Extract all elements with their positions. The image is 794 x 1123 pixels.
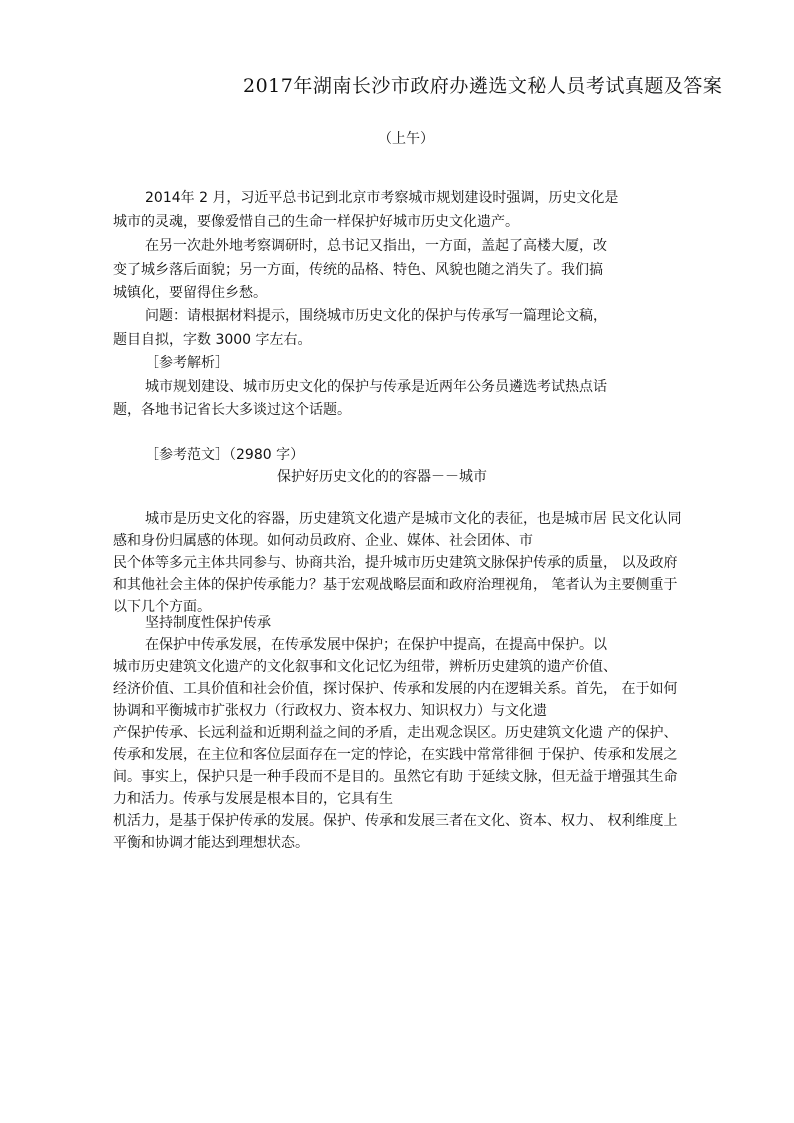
analysis-line-2: 题，各地书记省长大多谈过这个话题。 <box>113 402 351 418</box>
material-line-5: 城镇化，要留得住乡愁。 <box>113 285 267 301</box>
section-line-3: 经济价值、工具价值和社会价值，探讨保护、传承和发展的内在逻辑关系。首先， 在于如何 <box>113 681 678 697</box>
section-heading: 坚持制度性保护传承 <box>145 615 271 631</box>
essay-title: 保护好历史文化的的容器－－城市 <box>277 469 487 485</box>
analysis-heading: ［参考解析］ <box>145 355 229 371</box>
material-line-4: 变了城乡落后面貌；另一方面，传统的品格、特色、风貌也随之消失了。我们搞 <box>113 262 603 278</box>
material-line-1: 2014年 2 月，习近平总书记到北京市考察城市规划建设时强调，历史文化是 <box>145 190 619 206</box>
section-line-8: 力和活力。传承与发展是根本目的，它具有生 <box>113 791 393 807</box>
essay-intro-line-5: 以下几个方面。 <box>113 599 211 615</box>
section-line-1: 在保护中传承发展，在传承发展中保护；在保护中提高，在提高中保护。以 <box>145 637 607 653</box>
essay-intro-line-3: 民个体等多元主体共同参与、协商共治，提升城市历史建筑文脉保护传承的质量， 以及政府 <box>113 555 678 571</box>
essay-heading: ［参考范文］（2980 字） <box>145 447 305 463</box>
essay-intro-line-4: 和其他社会主体的保护传承能力？基于宏观战略层面和政府治理视角， 笔者认为主要侧重于 <box>113 577 678 593</box>
material-line-2: 城市的灵魂，要像爱惜自己的生命一样保护好城市历史文化遗产。 <box>113 214 519 230</box>
section-line-10: 平衡和协调才能达到理想状态。 <box>113 835 309 851</box>
question-line-2: 题目自拟，字数 3000 字左右。 <box>113 332 312 348</box>
section-line-9: 机活力，是基于保护传承的发展。保护、传承和发展三者在文化、资本、权力、 权利维度上 <box>113 813 678 829</box>
section-line-4: 协调和平衡城市扩张权力（行政权力、资本权力、知识权力）与文化遗 <box>113 703 547 719</box>
question-line-1: 问题：请根据材料提示，围绕城市历史文化的保护与传承写一篇理论文稿， <box>145 308 607 324</box>
document-title: 2017年湖南长沙市政府办遴选文秘人员考试真题及答案 <box>243 75 723 97</box>
session-label: （上午） <box>378 131 434 147</box>
section-line-2: 城市历史建筑文化遗产的文化叙事和文化记忆为纽带，辨析历史建筑的遗产价值、 <box>113 659 617 675</box>
section-line-7: 间。事实上，保护只是一种手段而不是目的。虽然它有助 于延续文脉，但无益于增强其生命 <box>113 769 678 785</box>
section-line-6: 传承和发展，在主位和客位层面存在一定的悖论，在实践中常常徘徊 于保护、传承和发展之 <box>113 747 678 763</box>
section-line-5: 产保护传承、长远利益和近期利益之间的矛盾，走出观念误区。历史建筑文化遗 产的保护、 <box>113 725 678 741</box>
essay-intro-line-1: 城市是历史文化的容器，历史建筑文化遗产是城市文化的表征，也是城市居 民文化认同 <box>145 511 682 527</box>
analysis-line-1: 城市规划建设、城市历史文化的保护与传承是近两年公务员遴选考试热点话 <box>145 379 607 395</box>
material-line-3: 在另一次赴外地考察调研时，总书记又指出，一方面，盖起了高楼大厦，改 <box>145 238 607 254</box>
essay-intro-line-2: 感和身份归属感的体现。如何动员政府、企业、媒体、社会团体、市 <box>113 533 533 549</box>
